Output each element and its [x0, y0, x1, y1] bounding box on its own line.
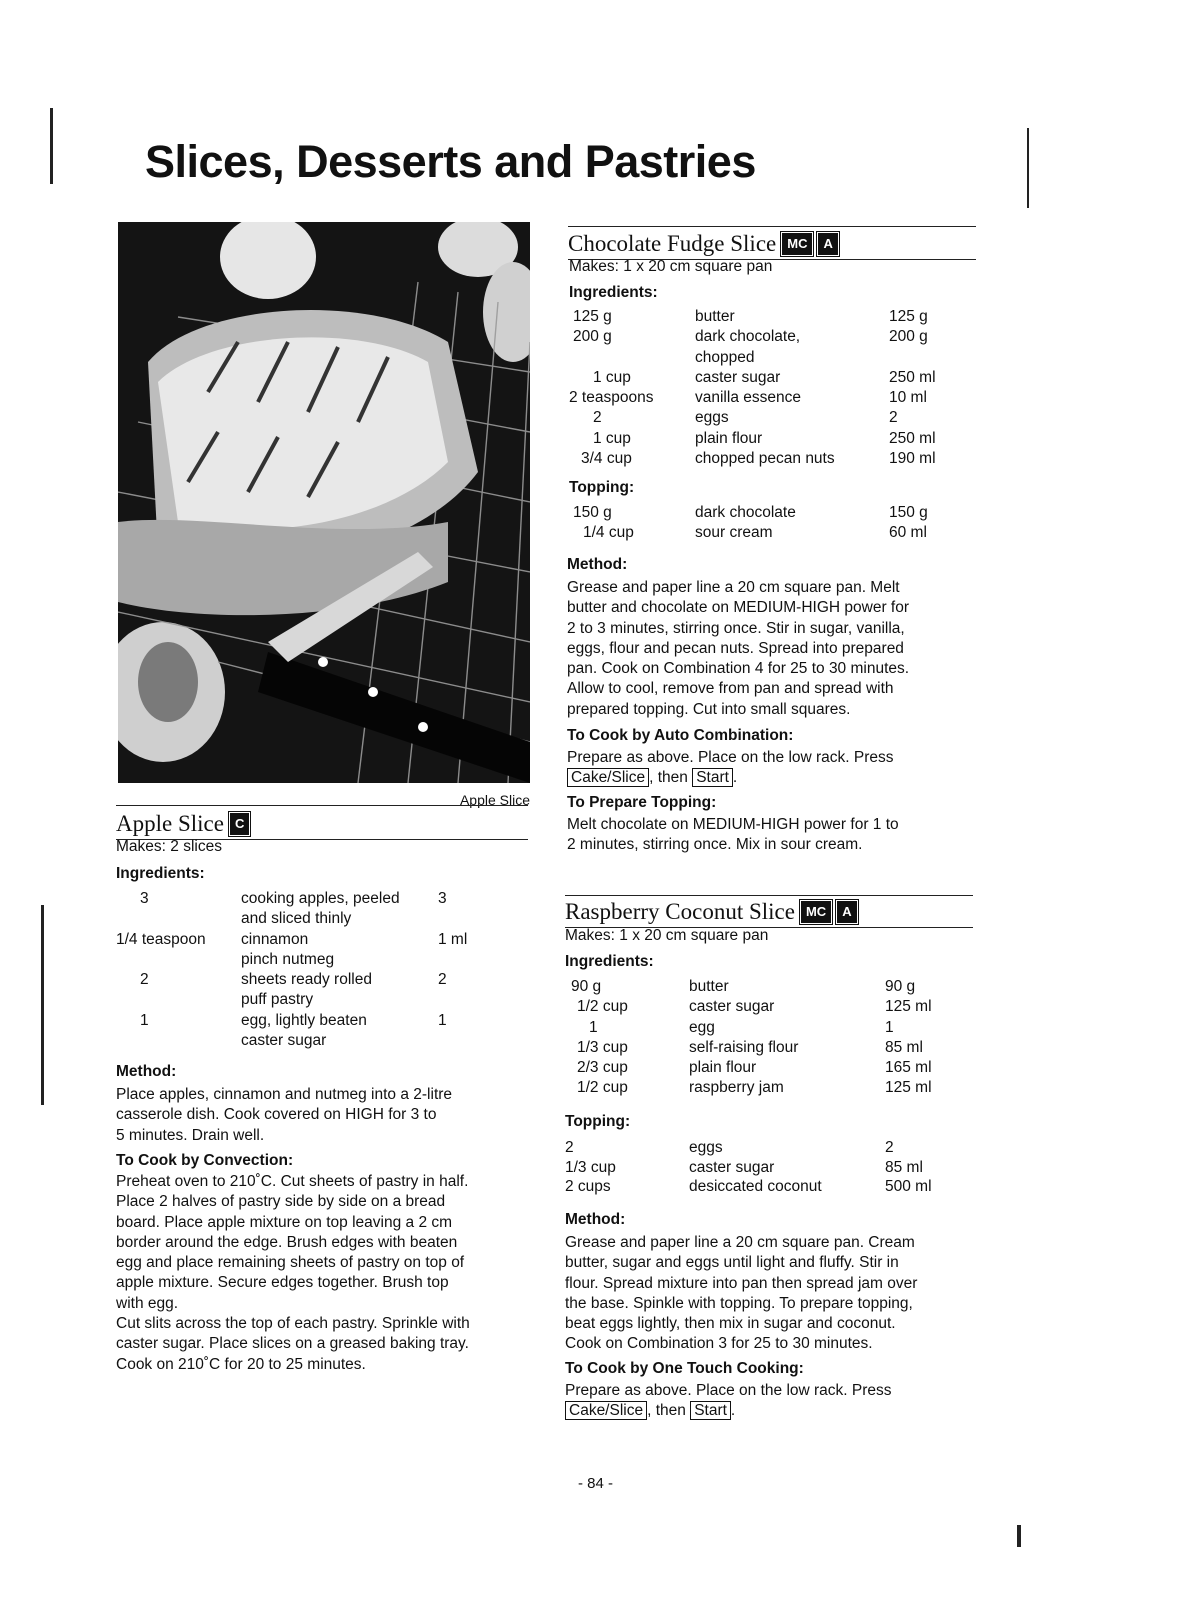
raspberry-coconut-ingredients-label: Ingredients: [565, 953, 654, 970]
ingredient-qty: 1 [589, 1018, 598, 1036]
ingredient-metric: 125 ml [885, 1079, 932, 1097]
method-line: egg and place remaining sheets of pastry on top of [116, 1254, 465, 1272]
raspberry-coconut-topping-label: Topping: [565, 1113, 631, 1130]
raspberry-coconut-one-touch [565, 1381, 892, 1422]
method-line: Cook on Combination 3 for 25 to 30 minutes. [565, 1335, 873, 1353]
ingredient-metric: 2 [889, 409, 898, 427]
ingredient-metric: 190 ml [889, 450, 936, 468]
ingredient-metric: 1 [885, 1018, 894, 1036]
method-line: Grease and paper line a 20 cm square pan. Melt [567, 579, 900, 596]
ingredient-name: egg, lightly beaten [241, 1011, 367, 1029]
ingredient-row [569, 449, 969, 469]
ingredient-name: plain flour [689, 1059, 757, 1077]
method-line: Place apples, cinnamon and nutmeg into a 2-litre [116, 1086, 453, 1103]
method-line: Allow to cool, remove from pan and spread with [567, 680, 894, 698]
ingredient-name: dark chocolate [695, 504, 796, 521]
apple-slice-method-label: Method: [116, 1063, 177, 1080]
apple-slice-photo [118, 222, 530, 783]
ingredient-metric: 1 [438, 1011, 447, 1029]
chocolate-fudge-method [567, 578, 909, 720]
ingredient-qty: 150 g [573, 504, 612, 521]
method-line: 2 to 3 minutes, stirring once. Stir in sugar, vanilla, [567, 619, 905, 637]
ingredient-name: dark chocolate, [695, 328, 801, 346]
ingredient-name: butter [689, 978, 729, 995]
ingredient-row [569, 429, 969, 449]
start-key: Start [690, 1401, 731, 1420]
raspberry-coconut-title-text: Raspberry Coconut Slice [565, 899, 795, 924]
method-line: butter, sugar and eggs until light and fluffy. Stir in [565, 1254, 899, 1272]
method-line: Place 2 halves of pastry side by side on a bread [116, 1193, 446, 1211]
method-line: Grease and paper line a 20 cm square pan. Cream [565, 1234, 915, 1251]
cake-slice-key: Cake/Slice [567, 768, 649, 787]
page-title: Slices, Desserts and Pastries [145, 136, 756, 187]
chocolate-fudge-ingredients [569, 307, 969, 469]
raspberry-coconut-method-label: Method: [565, 1211, 626, 1228]
apple-slice-header [116, 805, 528, 840]
method-line: 2 minutes, stirring once. Mix in sour cream. [567, 836, 863, 854]
ingredient-name: desiccated coconut [689, 1178, 822, 1195]
ingredient-qty: 2 cups [565, 1178, 611, 1195]
ingredient-row [565, 1018, 965, 1038]
method-line: border around the edge. Brush edges with beaten [116, 1233, 458, 1251]
scan-mark-corner [1017, 1525, 1021, 1547]
ingredient-row [565, 1177, 965, 1197]
ingredient-row [569, 408, 969, 428]
ingredient-name: sheets ready rolled [241, 971, 372, 989]
ingredient-qty: 2 [565, 1139, 574, 1156]
ingredient-qty: 1 cup [593, 368, 631, 386]
ingredient-row [569, 368, 969, 388]
ingredient-metric: 500 ml [885, 1178, 932, 1195]
ingredient-metric: 60 ml [889, 524, 927, 542]
ingredient-row [116, 970, 476, 1011]
raspberry-coconut-title [565, 899, 857, 925]
raspberry-coconut-ingredients [565, 977, 965, 1099]
ingredient-name: self-raising flour [689, 1038, 799, 1056]
ingredient-qty: 125 g [573, 308, 612, 325]
then-text: , then [647, 1402, 686, 1420]
ingredient-row [565, 1058, 965, 1078]
chocolate-fudge-auto [567, 748, 894, 789]
ingredient-name: vanilla essence [695, 389, 801, 407]
ingredient-qty: 2 [140, 971, 149, 989]
ingredient-qty: 1/4 teaspoon [116, 930, 206, 948]
method-line: with egg. [116, 1294, 179, 1312]
ingredient-row [565, 1038, 965, 1058]
microwave-combination-badge-icon: MC [782, 233, 812, 255]
method-line: Melt chocolate on MEDIUM-HIGH power for 1 to [567, 816, 899, 833]
ingredient-metric: 85 ml [885, 1038, 923, 1056]
scan-mark-right [1027, 128, 1029, 208]
ingredient-row [569, 503, 969, 523]
photo-caption: Apple Slice [459, 792, 530, 808]
method-line: Prepare as above. Place on the low rack. Press [565, 1382, 892, 1399]
ingredient-name: caster sugar [689, 1158, 775, 1176]
chocolate-fudge-topping [569, 503, 969, 544]
ingredient-name: raspberry jam [689, 1079, 784, 1097]
apple-slice-convection [116, 1172, 470, 1375]
ingredient-qty: 2 [593, 409, 602, 427]
apple-slice-method [116, 1085, 452, 1146]
cake-slice-key: Cake/Slice [565, 1401, 647, 1420]
method-line: 5 minutes. Drain well. [116, 1126, 265, 1144]
chocolate-fudge-method-label: Method: [567, 556, 628, 573]
ingredient-qty: 1/2 cup [577, 998, 628, 1016]
ingredient-name: cinnamon [241, 930, 309, 948]
ingredient-metric: 250 ml [889, 368, 936, 386]
then-text: , then [649, 769, 688, 787]
ingredient-name: butter [695, 308, 735, 325]
raspberry-coconut-makes: Makes: 1 x 20 cm square pan [565, 927, 769, 944]
ingredient-qty: 1 [140, 1011, 149, 1029]
chocolate-fudge-title [568, 231, 838, 257]
ingredient-row [569, 307, 969, 327]
method-line: board. Place apple mixture on top leaving a 2 cm [116, 1213, 453, 1231]
keypress-line: Cake/Slice , then Start . [565, 1401, 892, 1421]
ingredient-metric: 3 [438, 890, 447, 907]
start-key: Start [692, 768, 733, 787]
ingredient-name: eggs [689, 1139, 723, 1156]
ingredient-row [116, 930, 476, 971]
raspberry-coconut-header [565, 895, 973, 928]
method-line: the base. Spinkle with topping. To prepare topping, [565, 1294, 913, 1312]
ingredient-qty: 200 g [573, 328, 612, 346]
auto-badge-icon: A [837, 901, 856, 923]
method-line: Cut slits across the top of each pastry. Sprinkle with [116, 1315, 470, 1333]
method-line: caster sugar. Place slices on a greased baking tray. [116, 1335, 469, 1353]
chocolate-fudge-topping-prep [567, 815, 899, 856]
method-line: flour. Spread mixture into pan then spread jam over [565, 1274, 918, 1292]
method-line: beat eggs lightly, then mix in sugar and coconut. [565, 1315, 896, 1333]
method-line: Prepare as above. Place on the low rack. Press [567, 749, 894, 766]
method-line: butter and chocolate on MEDIUM-HIGH power for [567, 599, 909, 617]
ingredient-metric: 10 ml [889, 389, 927, 407]
ingredient-name: cooking apples, peeled [241, 890, 400, 907]
ingredient-name: caster sugar [689, 998, 775, 1016]
ingredient-metric: 200 g [889, 328, 928, 346]
ingredient-name: eggs [695, 409, 729, 427]
method-line: pan. Cook on Combination 4 for 25 to 30 minutes. [567, 660, 910, 678]
ingredient-name: pinch nutmeg [241, 950, 335, 968]
ingredient-metric: 85 ml [885, 1158, 923, 1176]
ingredient-name: plain flour [695, 429, 763, 447]
raspberry-coconut-one-touch-label: To Cook by One Touch Cooking: [565, 1360, 804, 1377]
ingredient-name: caster sugar [695, 368, 781, 386]
apple-slice-title [116, 811, 249, 837]
microwave-combination-badge-icon: MC [801, 901, 831, 923]
ingredient-metric: 1 ml [438, 930, 468, 948]
method-line: casserole dish. Cook covered on HIGH for 3 to [116, 1106, 437, 1124]
ingredient-qty: 3/4 cup [581, 450, 632, 468]
scan-mark-left [50, 108, 53, 184]
ingredient-row [116, 889, 476, 930]
method-line: apple mixture. Secure edges together. Brush top [116, 1274, 449, 1292]
ingredient-qty: 1/2 cup [577, 1079, 628, 1097]
ingredient-row [565, 1078, 965, 1098]
ingredient-metric: 125 g [889, 308, 928, 325]
ingredient-metric: 165 ml [885, 1059, 932, 1077]
keypress-line: Cake/Slice , then Start . [567, 768, 894, 788]
ingredient-row [565, 1138, 965, 1158]
apple-slice-ingredients [116, 889, 476, 1051]
ingredient-name: chopped pecan nuts [695, 450, 835, 468]
chocolate-fudge-topping-label: Topping: [569, 479, 635, 496]
ingredient-row [569, 327, 969, 368]
ingredient-metric: 2 [438, 971, 447, 989]
chocolate-fudge-title-text: Chocolate Fudge Slice [568, 231, 777, 256]
chocolate-fudge-makes: Makes: 1 x 20 cm square pan [569, 258, 773, 275]
ingredient-metric: 2 [885, 1139, 894, 1156]
ingredient-metric: 150 g [889, 504, 928, 521]
ingredient-qty: 90 g [571, 978, 602, 995]
chocolate-fudge-ingredients-label: Ingredients: [569, 284, 658, 301]
auto-badge-icon: A [818, 233, 837, 255]
ingredient-row [565, 977, 965, 997]
ingredient-qty: 2 teaspoons [569, 389, 654, 407]
ingredient-row [569, 388, 969, 408]
ingredient-name: and sliced thinly [241, 910, 352, 928]
method-line: prepared topping. Cut into small squares. [567, 700, 851, 718]
convection-badge-icon: C [230, 813, 249, 835]
raspberry-coconut-topping [565, 1138, 965, 1197]
chocolate-fudge-header [568, 226, 976, 260]
chocolate-fudge-auto-label: To Cook by Auto Combination: [567, 727, 794, 744]
ingredient-metric: 90 g [885, 978, 916, 995]
page-number: - 84 - [577, 1475, 613, 1492]
method-line: Preheat oven to 210˚C. Cut sheets of pastry in half. [116, 1173, 469, 1190]
ingredient-metric: 125 ml [885, 998, 932, 1016]
ingredient-name: chopped [695, 348, 755, 366]
ingredient-row [565, 1158, 965, 1178]
scan-mark-left-lower [41, 905, 44, 1105]
apple-slice-title-text: Apple Slice [116, 811, 224, 836]
ingredient-name: caster sugar [241, 1032, 327, 1050]
raspberry-coconut-method [565, 1233, 917, 1355]
ingredient-metric: 250 ml [889, 429, 936, 447]
chocolate-fudge-topping-prep-label: To Prepare Topping: [567, 794, 717, 811]
ingredient-name: sour cream [695, 524, 773, 542]
ingredient-name: egg [689, 1018, 715, 1036]
ingredient-qty: 3 [140, 890, 149, 907]
apple-slice-makes: Makes: 2 slices [116, 838, 222, 855]
ingredient-row [569, 523, 969, 543]
ingredient-qty: 1/4 cup [583, 524, 634, 542]
ingredient-qty: 2/3 cup [577, 1059, 628, 1077]
ingredient-row [116, 1011, 476, 1052]
ingredient-qty: 1/3 cup [565, 1158, 616, 1176]
ingredient-row [565, 997, 965, 1017]
ingredient-name: puff pastry [241, 991, 314, 1009]
apple-slice-ingredients-label: Ingredients: [116, 865, 205, 882]
apple-slice-convection-label: To Cook by Convection: [116, 1152, 294, 1169]
ingredient-qty: 1/3 cup [577, 1038, 628, 1056]
ingredient-qty: 1 cup [593, 429, 631, 447]
method-line: eggs, flour and pecan nuts. Spread into prepared [567, 639, 904, 657]
method-line: Cook on 210˚C for 20 to 25 minutes. [116, 1355, 366, 1373]
